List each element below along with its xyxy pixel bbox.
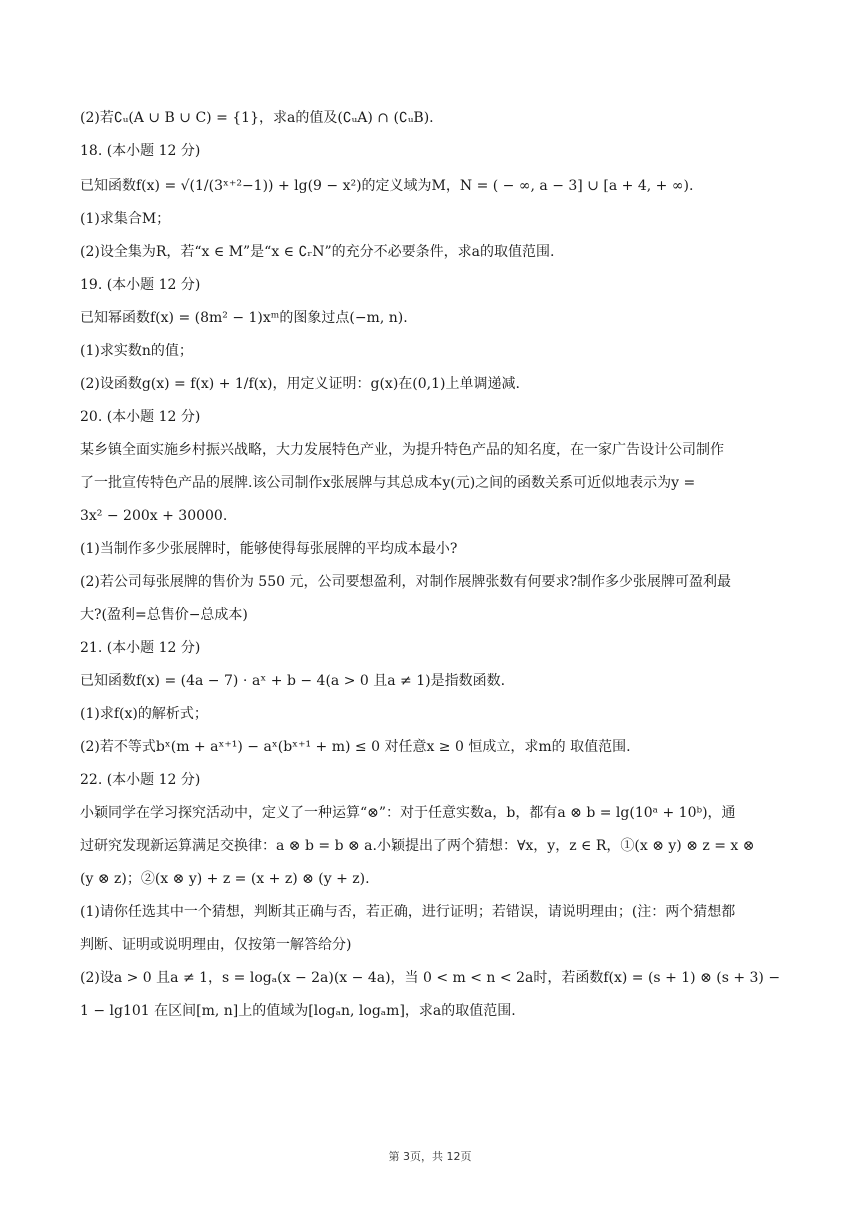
text-line: 3x² − 200x + 30000. — [80, 508, 228, 524]
text-line: (2)设全集为R，若“x ∈ M”是“x ∈ ∁ᵣN”的充分不必要条件，求a的取值范围. — [80, 244, 555, 260]
text-line: (1)当制作多少张展牌时，能够使得每张展牌的平均成本最小? — [80, 541, 458, 557]
text-line: (2)若公司每张展牌的售价为 550 元，公司要想盈利，对制作展牌张数有何要求?制作多少张展牌可盈利最 — [80, 574, 731, 590]
text-line: 大?(盈利=总售价−总成本) — [80, 607, 248, 623]
text-line: (1)求集合M； — [80, 211, 171, 227]
page-content — [80, 108, 780, 1021]
text-line: 判断、证明或说明理由，仅按第一解答给分) — [80, 937, 352, 953]
text-line: 过研究发现新运算满足交换律：a ⊗ b = b ⊗ a.小颖提出了两个猜想：∀x，y，z ∈ R，①(x ⊗ y) ⊗ z = x ⊗ — [80, 838, 755, 854]
text-line: (1)求f(x)的解析式； — [80, 706, 208, 722]
page-footer: 第 3页，共 12页 — [388, 1150, 472, 1163]
text-line: 了一批宣传特色产品的展牌.该公司制作x张展牌与其总成本y(元)之间的函数关系可近似地表示为y = — [80, 475, 696, 491]
question-heading: 20. (本小题 12 分) — [80, 409, 201, 425]
text-line: 某乡镇全面实施乡村振兴战略，大力发展特色产业，为提升特色产品的知名度，在一家广告设计公司制作 — [80, 442, 724, 458]
text-line: 小颖同学在学习探究活动中，定义了一种运算“⊗”：对于任意实数a，b，都有a ⊗ b = lg(10ᵃ + 10ᵇ)，通 — [80, 805, 736, 821]
text-line: 已知幂函数f(x) = (8m² − 1)xᵐ的图象过点(−m, n). — [80, 310, 408, 326]
text-line: (2)若∁ᵤ(A ∪ B ∪ C) = {1}，求a的值及(∁ᵤA) ∩ (∁ᵤB). — [80, 110, 434, 126]
question-heading: 19. (本小题 12 分) — [80, 277, 201, 293]
text-line: (1)请你任选其中一个猜想，判断其正确与否，若正确，进行证明；若错误，请说明理由；(注：两个猜想都 — [80, 904, 736, 920]
question-heading: 18. (本小题 12 分) — [80, 143, 201, 159]
text-line: (1)求实数n的值； — [80, 343, 193, 359]
text-line: 1 − lg101 在区间[m, n]上的值域为[logₐn, logₐm]，求a的取值范围. — [80, 1003, 516, 1019]
text-line: 已知函数f(x) = √(1/(3ˣ⁺²−1)) + lg(9 − x²)的定义域为M，N = ( − ∞, a − 3] ∪ [a + 4, + ∞). — [80, 178, 694, 194]
text-line: (2)设a > 0 且a ≠ 1，s = logₐ(x − 2a)(x − 4a)，当 0 < m < n < 2a时，若函数f(x) = (s + 1) ⊗ (s + 3) − — [80, 970, 781, 986]
question-heading: 22. (本小题 12 分) — [80, 772, 201, 788]
text-line: (y ⊗ z)；②(x ⊗ y) + z = (x + z) ⊗ (y + z). — [80, 871, 370, 887]
text-line: (2)设函数g(x) = f(x) + 1/f(x)，用定义证明：g(x)在(0,1)上单调递减. — [80, 376, 520, 392]
text-line: 已知函数f(x) = (4a − 7) ⋅ aˣ + b − 4(a > 0 且a ≠ 1)是指数函数. — [80, 673, 506, 689]
question-heading: 21. (本小题 12 分) — [80, 640, 201, 656]
text-line: (2)若不等式bˣ(m + aˣ⁺¹) − aˣ(bˣ⁺¹ + m) ≤ 0 对任意x ≥ 0 恒成立，求m的 取值范围. — [80, 739, 631, 755]
